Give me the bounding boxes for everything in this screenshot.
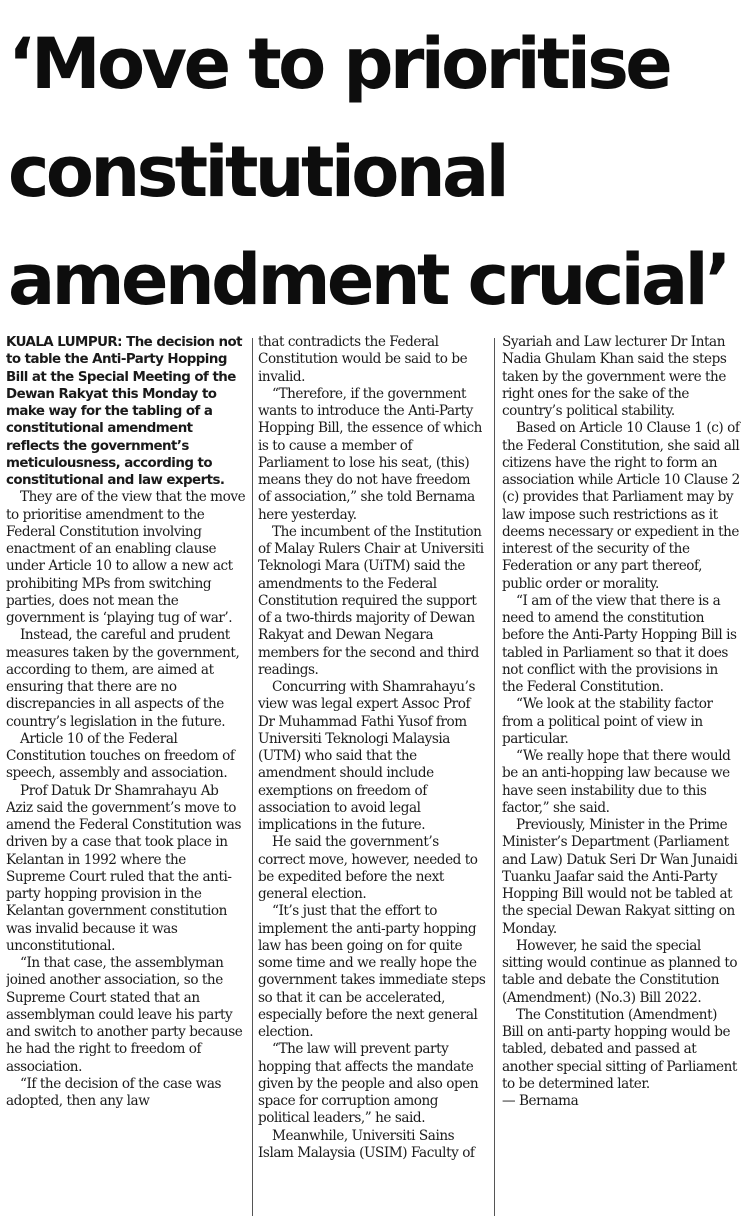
body-paragraph: However, he said the special sitting would continue as planned to table and debate the Constitution (Amendment) (No.3) Bill 2022. bbox=[502, 937, 738, 1006]
body-paragraph: “If the decision of the case was adopted, then any law bbox=[6, 1075, 222, 1109]
lead-text: The decision not to table the Anti-Party Hopping Bill at the Special Meeting of the Dewan Rakyat this Monday to make way for the tabling of a constitutional amendment reflects the government’s meticulousness, according to constitutional and law experts. bbox=[6, 335, 243, 488]
column-1 bbox=[6, 334, 246, 1222]
byline: — Bernama bbox=[502, 1093, 579, 1109]
body-paragraph: “We look at the stability factor from a political point of view in particular. bbox=[502, 696, 713, 747]
body-paragraph: “I am of the view that there is a need to amend the constitution before the Anti-Party Hopping Bill is tabled in Parliament so that it does not conflict with the provisions in the Federal Constitution. bbox=[502, 592, 737, 695]
body-paragraph: “It’s just that the effort to implement the anti-party hopping law has been going on for quite some time and we really hope the government takes immediate steps so that it can be accelerated, especially before the next general election. bbox=[258, 903, 486, 1040]
body-paragraph: He said the government’s correct move, however, needed to be expedited before the next general election. bbox=[258, 834, 478, 902]
column-divider bbox=[494, 338, 495, 1216]
lead-paragraph bbox=[6, 334, 246, 489]
body-paragraph: Based on Article 10 Clause 1 (c) of the Federal Constitution, she said all citizens have the right to form an association while Article 10 Clause 2 (c) provides that Parliament may by law impose such restrictions as it deems necessary or expedient in the interest of the security of the Federation or any part thereof, public order or morality. bbox=[502, 420, 740, 592]
dateline: KUALA LUMPUR: bbox=[6, 335, 122, 350]
headline-line-2: constitutional bbox=[8, 131, 507, 213]
body-paragraph: Concurring with Shamrahayu’s view was legal expert Assoc Prof Dr Muhammad Fathi Yusof from Universiti Teknologi Malaysia (UTM) who said that the amendment should include exemptions on freedom of association to avoid legal implications in the future. bbox=[258, 679, 476, 833]
body-paragraph: “In that case, the assemblyman joined another association, so the Supreme Court stated that an assemblyman could leave his party and switch to another party because he had the right to freedom of association. bbox=[6, 955, 243, 1075]
body-paragraph: The Constitution (Amendment) Bill on anti-party hopping would be tabled, debated and passed at another special sitting of Parliament to be determined later. bbox=[502, 1006, 737, 1092]
body-paragraph: The incumbent of the Institution of Malay Rulers Chair at Universiti Teknologi Mara (UiTM) said the amendments to the Federal Constitution required the support of a two-thirds majority of Dewan Rakyat and Dewan Negara members for the second and third readings. bbox=[258, 523, 484, 678]
body-paragraph: Syariah and Law lecturer Dr Intan Nadia Ghulam Khan said the steps taken by the government were the right ones for the sake of the country’s political stability. bbox=[502, 334, 727, 419]
body-paragraph: They are of the view that the move to prioritise amendment to the Federal Constitution involving enactment of an enabling clause under Article 10 to allow a new act prohibiting MPs from switching parties, does not mean the government is ‘playing tug of war’. bbox=[6, 489, 246, 626]
column-3 bbox=[502, 334, 742, 1222]
body-paragraph: Prof Datuk Dr Shamrahayu Ab Aziz said the government’s move to amend the Federal Constitution was driven by a case that took place in Kelantan in 1992 where the Supreme Court ruled that the anti-party hopping provision in the Kelantan government constitution was invalid because it was unconstitutional. bbox=[6, 782, 241, 954]
column-2 bbox=[258, 334, 486, 1222]
body-paragraph: “The law will prevent party hopping that affects the mandate given by the people and also open space for corruption among political leaders,” he said. bbox=[258, 1041, 479, 1127]
body-paragraph: “Therefore, if the government wants to introduce the Anti-Party Hopping Bill, the essence of which is to cause a member of Parliament to lose his seat, (this) means they do not have freedom of association,” she told Bernama here yesterday. bbox=[258, 385, 482, 523]
article-body bbox=[6, 334, 742, 1222]
body-paragraph: that contradicts the Federal Constitution would be said to be invalid. bbox=[258, 334, 468, 385]
body-paragraph: Article 10 of the Federal Constitution touches on freedom of speech, assembly and association. bbox=[6, 730, 235, 782]
headline-line-1: ‘Move to prioritise bbox=[8, 23, 670, 105]
body-paragraph: Instead, the careful and prudent measures taken by the government, according to them, are aimed at ensuring that there are no discrepancies in all aspects of the country’s legislation in the future. bbox=[6, 627, 240, 730]
column-divider bbox=[252, 338, 253, 1216]
headline-line-3: amendment crucial’ bbox=[8, 239, 729, 321]
body-paragraph: Meanwhile, Universiti Sains Islam Malaysia (USIM) Faculty of bbox=[258, 1127, 475, 1161]
body-paragraph: Previously, Minister in the Prime Minister’s Department (Parliament and Law) Datuk Seri Dr Wan Junaidi Tuanku Jaafar said the Anti-Party Hopping Bill would not be tabled at the special Dewan Rakyat sitting on Monday. bbox=[502, 817, 738, 937]
headline bbox=[8, 10, 744, 334]
body-paragraph: “We really hope that there would be an anti-hopping law because we have seen instability due to this factor,” she said. bbox=[502, 748, 731, 816]
